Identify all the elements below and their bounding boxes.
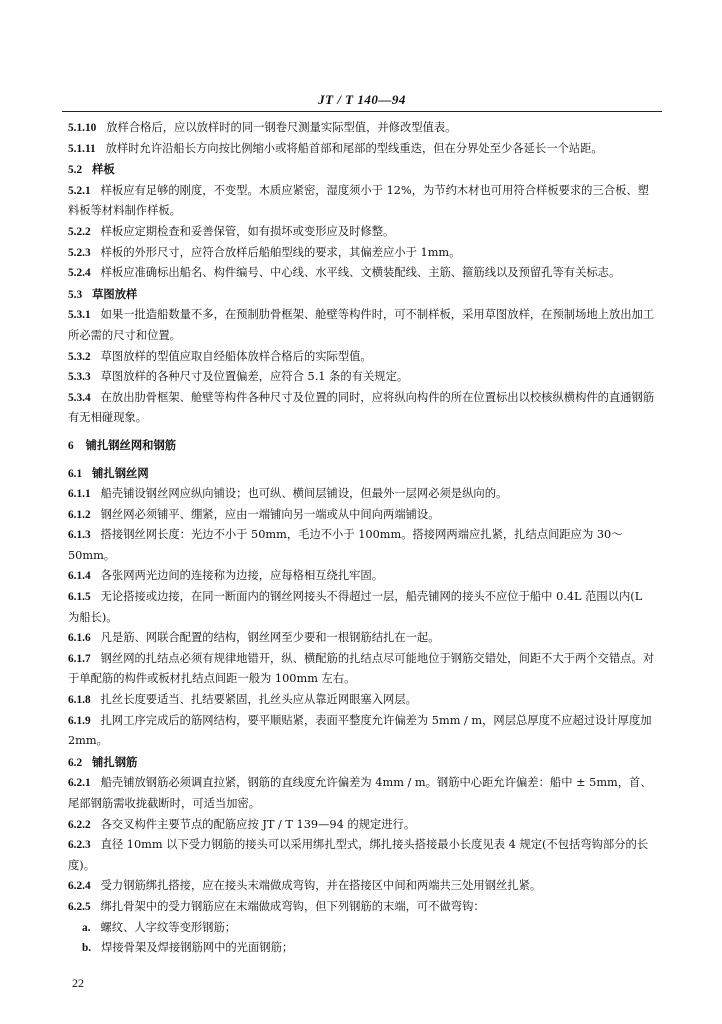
clause-number: 5.3.1: [68, 309, 91, 322]
clause-text: 放样合格后，应以放样时的同一钢卷尺测量实际型值，并修改型值表。: [106, 121, 457, 134]
section-heading: [68, 159, 656, 181]
clause-paragraph: [68, 628, 656, 649]
page-header: JT / T 140—94: [318, 92, 406, 107]
clause-number: 5.2.2: [68, 225, 91, 238]
clause-number: 5.2.4: [68, 267, 91, 280]
clause-number: 6.2.1: [68, 777, 91, 790]
clause-number: 6.2.3: [68, 839, 91, 852]
clause-number: 6.2.2: [68, 818, 91, 831]
clause-paragraph: [68, 649, 656, 690]
clause-paragraph: [68, 897, 656, 918]
clause-text: 样板应有足够的刚度，不变型。木质应紧密，湿度须小于 12%，为节约木材也可用符合样板要求的三合板、塑料板等材料制作样板。: [68, 183, 649, 218]
clause-text: 船壳铺设钢丝网应纵向铺设；也可纵、横间层铺设，但最外一层网必须是纵向的。: [100, 487, 508, 501]
clause-number: 6: [68, 439, 74, 452]
clause-paragraph: [68, 305, 656, 346]
clause-paragraph: [68, 388, 656, 429]
clause-paragraph: [68, 367, 656, 388]
clause-paragraph: [68, 118, 656, 139]
page-number: 22: [72, 976, 84, 990]
clause-text: 放样时允许沿船长方向按比例缩小或将船首部和尾部的型线重迭，但在分界处至少各延长一个站距。: [105, 141, 603, 155]
clause-number: 6.1.8: [68, 694, 91, 707]
clause-number: 5.1.10: [68, 122, 97, 134]
clause-text: 受力钢筋绑扎搭接，应在接头末端做成弯钩，并在搭接区中间和两端共三处用钢丝扎紧。: [100, 879, 542, 893]
clause-paragraph: [68, 587, 656, 628]
clause-number: a.: [82, 921, 91, 934]
clause-text: 螺纹、人字纹等变形钢筋；: [100, 920, 237, 934]
clause-text: 如果一批造船数量不多，在预制肋骨框架、舱壁等构件时，可不制样板，采用草图放样，在预制场地上放出加工所必需的尺寸和位置。: [68, 308, 655, 342]
clause-number: 6.2.5: [68, 900, 91, 913]
clause-paragraph: [68, 139, 656, 160]
clause-text: 搭接钢丝网长度：光边不小于 50mm，毛边不小于 100mm。搭接网两端应扎紧，扎结点间距应为 30～50mm。: [68, 528, 623, 562]
clause-text: 铺扎钢筋: [92, 754, 138, 769]
clause-paragraph: [68, 566, 656, 587]
clause-paragraph: [68, 505, 656, 526]
header-rule: [62, 111, 662, 112]
clause-text: 样板: [92, 162, 115, 177]
clause-paragraph: [68, 484, 656, 505]
clause-text: 铺扎钢丝网和钢筋: [85, 437, 177, 452]
clause-number: 6.1.7: [68, 652, 91, 665]
clause-text: 各张网两光边间的连接称为边接，应每格相互绕扎牢固。: [100, 569, 384, 583]
clause-text: 样板的外形尺寸，应符合放样后船舶型线的要求，其偏差应小于 1mm。: [100, 245, 461, 259]
clause-text: 样板应定期检查和妥善保管，如有损坏或变形应及时修整。: [100, 224, 395, 238]
clause-number: 5.2: [68, 164, 83, 177]
clause-paragraph: [68, 815, 656, 836]
clause-text: 扎丝长度要适当、扎结要紧固，扎丝头应从靠近网眼塞入网层。: [100, 693, 417, 707]
clause-text: 钢丝网必须铺平、绷紧，应由一端铺向另一端或从中间向两端铺设。: [100, 507, 440, 521]
clause-number: 6.2: [68, 756, 83, 769]
clause-text: 凡是筋、网联合配置的结构，钢丝网至少要和一根钢筋结扎在一起。: [100, 631, 440, 645]
list-item: [68, 938, 656, 959]
clause-number: 6.2.4: [68, 880, 91, 893]
clause-number: 5.2.3: [68, 246, 91, 259]
clause-text: 草图放样的各种尺寸及位置偏差，应符合 5.1 条的有关规定。: [100, 370, 409, 384]
clause-text: 无论搭接或边接，在同一断面内的钢丝网接头不得超过一层，船壳铺网的接头不应位于船中 0.4L 范围以内(L 为船长)。: [68, 590, 643, 624]
clause-text: 样板应准确标出船名、构件编号、中心线、水平线、文横装配线、主筋、箍筋线以及预留孔等有关标志。: [100, 266, 621, 280]
clause-number: 5.1.11: [68, 142, 96, 155]
clause-number: 6.1.3: [68, 529, 91, 542]
document-body: [68, 118, 656, 959]
clause-number: 6.1.4: [68, 570, 91, 583]
clause-paragraph: [68, 525, 656, 566]
clause-number: 6.1.9: [68, 714, 91, 727]
chapter-heading: [68, 435, 656, 457]
clause-text: 钢丝网的扎结点必须有规律地错开，纵、横配筋的扎结点尽可能地位于钢筋交错处，间距不大于两个交错点。对于单配筋的构件或板材扎结点间距一般为 100mm 左右。: [68, 651, 655, 686]
clause-paragraph: [68, 773, 656, 814]
clause-text: 焊接骨架及焊接钢筋网中的光面钢筋；: [101, 941, 294, 955]
clause-paragraph: [68, 222, 656, 243]
clause-text: 在放出肋骨框架、舱壁等构件各种尺寸及位置的同时，应将纵向构件的所在位置标出以校核纵横构件的直通钢筋有无相碰现象。: [68, 390, 655, 425]
clause-number: 5.3: [68, 288, 83, 301]
clause-number: b.: [82, 942, 92, 955]
clause-number: 6.1: [68, 467, 83, 480]
clause-paragraph: [68, 711, 656, 752]
clause-text: 铺扎钢丝网: [92, 465, 149, 480]
clause-paragraph: [68, 243, 656, 264]
clause-text: 草图放样: [92, 286, 138, 301]
clause-number: 6.1.6: [68, 632, 91, 645]
clause-paragraph: [68, 347, 656, 368]
section-heading: [68, 284, 656, 306]
clause-text: 草图放样的型值应取自经船体放样合格后的实际型值。: [100, 349, 372, 363]
clause-paragraph: [68, 263, 656, 284]
clause-number: 6.1.1: [68, 488, 91, 501]
clause-number: 6.1.2: [68, 508, 91, 521]
clause-text: 直径 10mm 以下受力钢筋的接头可以采用绑扎型式，绑扎接头搭接最小长度见表 4 规定(不包括弯钩部分的长度)。: [68, 838, 649, 872]
clause-number: 5.3.2: [68, 350, 91, 363]
list-item: [68, 918, 656, 939]
clause-paragraph: [68, 181, 656, 222]
section-heading: [68, 752, 656, 774]
clause-paragraph: [68, 835, 656, 876]
section-heading: [68, 463, 656, 485]
clause-text: 船壳铺放钢筋必须调直拉紧，钢筋的直线度允许偏差为 4mm / m。钢筋中心距允许偏差：船中 ± 5mm，首、尾部钢筋需收拢截断时，可适当加密。: [68, 776, 652, 810]
clause-number: 6.1.5: [68, 591, 91, 604]
clause-text: 扎网工序完成后的筋网结构，要平顺贴紧，表面平整度允许偏差为 5mm / m，网层总厚度不应超过设计厚度加 2mm。: [68, 713, 652, 748]
clause-text: 绑扎骨架中的受力钢筋应在末端做成弯钩，但下列钢筋的末端，可不做弯钩：: [100, 899, 485, 913]
clause-number: 5.3.4: [68, 391, 91, 404]
clause-text: 各交叉构件主要节点的配筋应按 JT / T 139—94 的规定进行。: [100, 817, 416, 831]
clause-paragraph: [68, 690, 656, 711]
clause-number: 5.2.1: [68, 184, 91, 197]
clause-paragraph: [68, 876, 656, 897]
clause-number: 5.3.3: [68, 371, 91, 384]
